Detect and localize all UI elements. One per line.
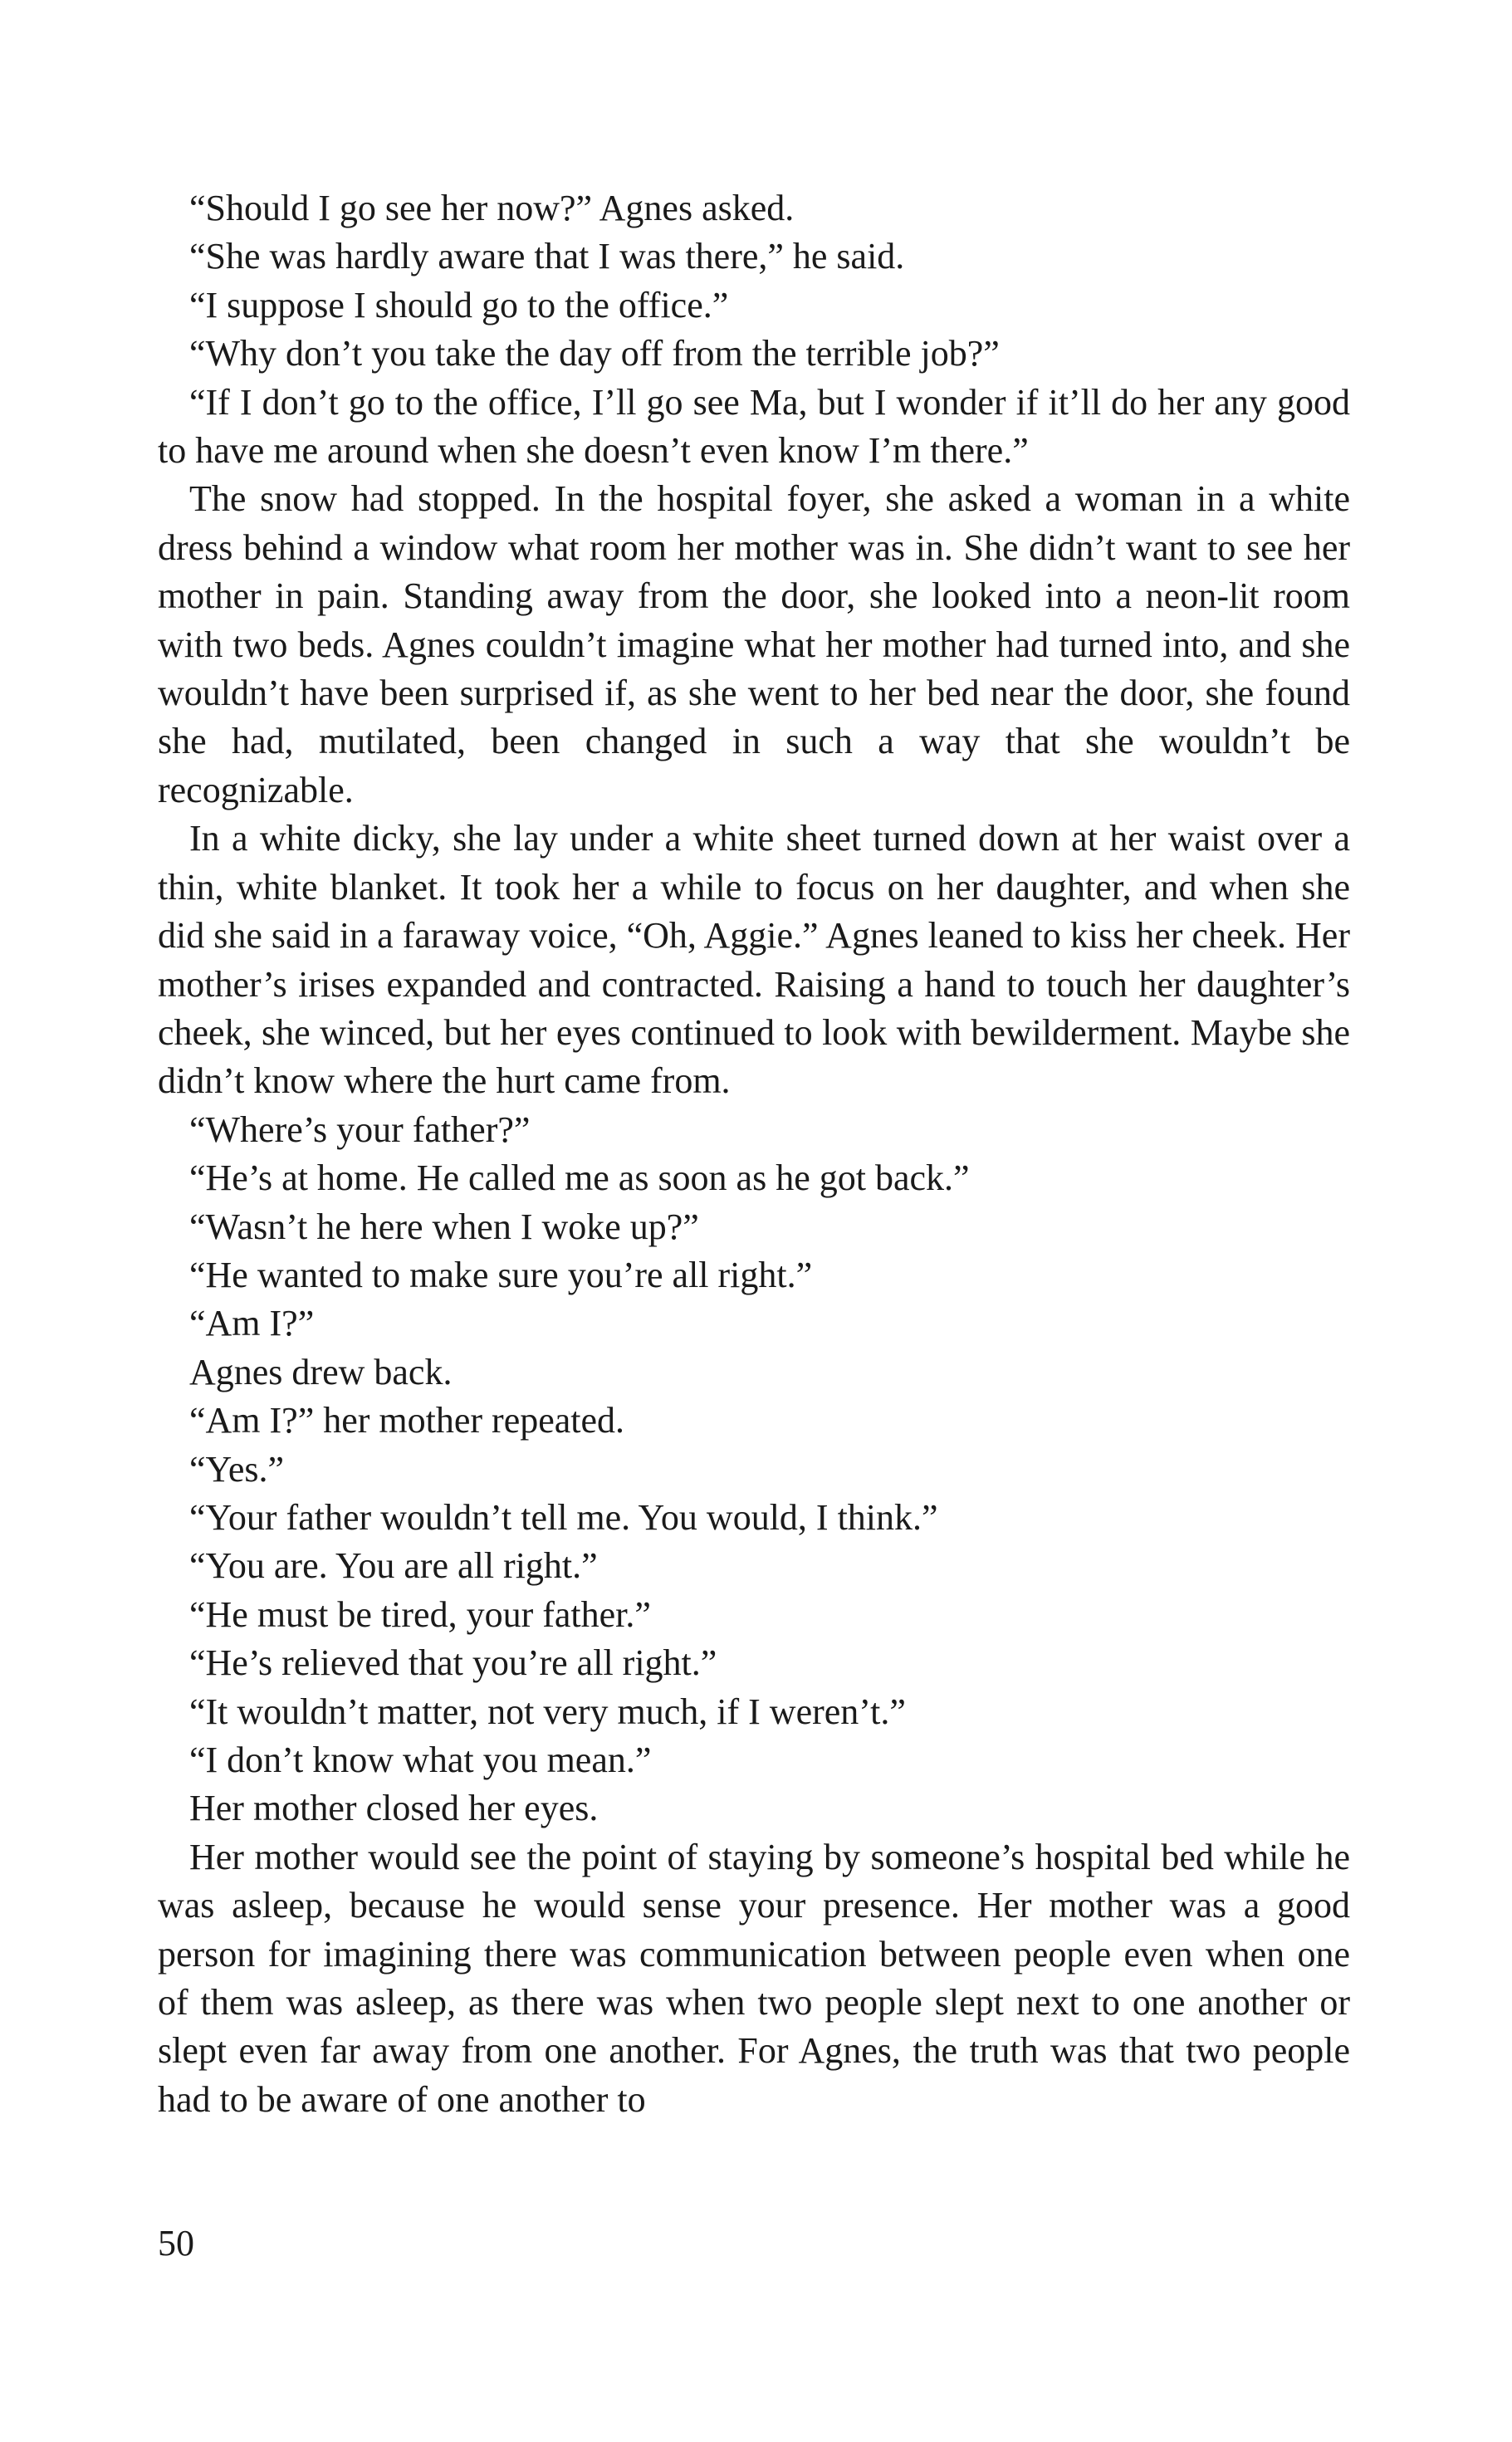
paragraph: “Should I go see her now?” Agnes asked. — [189, 188, 795, 228]
paragraph: “Wasn’t he here when I woke up?” — [189, 1206, 699, 1247]
paragraph: The snow had stopped. In the hospital foyer, she asked a woman in a white dress behind a window what room her mother was in. She didn’t want to see her mother in pain. Standing away from the door, she looked into a neon-lit room with two beds. Agnes couldn’t imagine what her mother had turned into, and she wouldn’t have been surprised if, as she went to her bed near the door, she found she had, mutilated, been changed in such a way that she wouldn’t be recognizable. — [158, 478, 1350, 810]
paragraph: “Your father wouldn’t tell me. You would, I think.” — [189, 1496, 938, 1538]
paragraph: “You are. You are all right.” — [189, 1545, 598, 1587]
paragraph: “I don’t know what you mean.” — [189, 1740, 652, 1780]
paragraph: “Am I?” her mother repeated. — [189, 1400, 625, 1441]
paragraph: “She was hardly aware that I was there,” he said. — [189, 236, 905, 277]
paragraph: In a white dicky, she lay under a white sheet turned down at her waist over a thin, white blanket. It took her a while to focus on her daughter, and when she did she said in a faraway voice, “Oh, Aggie.” Agnes leaned to kiss her cheek. Her mother’s irises expanded and contracted. Raising a hand to touch her daughter’s cheek, she winced, but her eyes continued to look with bewilderment. Maybe she didn’t know where the hurt came from. — [158, 818, 1350, 1102]
paragraph: Agnes drew back. — [189, 1351, 453, 1392]
paragraph: “I suppose I should go to the office.” — [189, 284, 729, 325]
paragraph: “Am I?” — [189, 1303, 315, 1344]
paragraph: Her mother closed her eyes. — [189, 1788, 599, 1829]
paragraph: “He’s at home. He called me as soon as he got back.” — [189, 1157, 970, 1199]
paragraph: “Why don’t you take the day off from the terrible job?” — [189, 333, 1000, 374]
paragraph: Her mother would see the point of staying by someone’s hospital bed while he was asleep, because he would sense your presence. Her mother was a good person for imagining there was communication between people even when one of them was asleep, as there was when two people slept next to one another or slept even far away from one another. For Agnes, the truth was that two people had to be aware of one another to — [158, 1836, 1350, 2120]
paragraph: “He’s relieved that you’re all right.” — [189, 1642, 717, 1684]
paragraph: “Where’s your father?” — [189, 1108, 531, 1150]
body-text — [158, 184, 1350, 2124]
paragraph: “It wouldn’t matter, not very much, if I weren’t.” — [189, 1691, 906, 1732]
paragraph: “He must be tired, your father.” — [189, 1593, 651, 1635]
page-number: 50 — [158, 2223, 194, 2263]
paragraph: “If I don’t go to the office, I’ll go see Ma, but I wonder if it’ll do her any good to have me around when she doesn’t even know I’m there.” — [158, 381, 1350, 472]
paragraph: “He wanted to make sure you’re all right.” — [189, 1254, 813, 1295]
paragraph: “Yes.” — [189, 1448, 285, 1490]
